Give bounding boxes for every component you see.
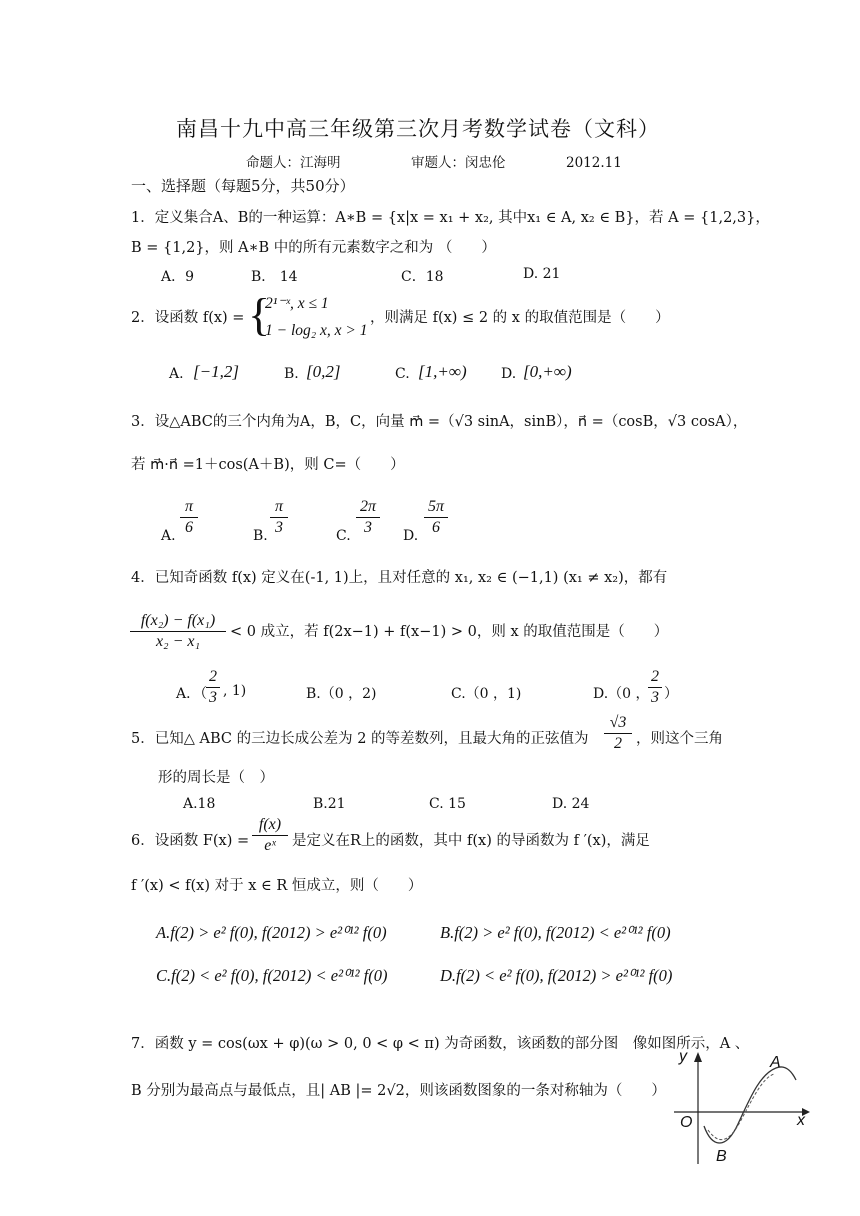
- curve-outer: [704, 1067, 796, 1143]
- q5-fraction: √3 2: [604, 714, 632, 753]
- section-heading: 一、选择题（每题5分，共50分）: [131, 177, 355, 195]
- graph-label-o: O: [680, 1114, 693, 1131]
- q4-option-b: B.（0 ，2): [306, 686, 377, 702]
- q6-option-c: C.f(2) < e² f(0), f(2012) < e²⁰¹² f(0): [156, 966, 388, 985]
- q2-option-c: [1,+∞): [418, 362, 467, 381]
- curve-inner: [708, 1074, 774, 1140]
- graph-label-y: y: [679, 1048, 687, 1065]
- q4-option-d-fraction: 2 3: [648, 668, 662, 707]
- q5-option-d: D. 24: [552, 796, 590, 812]
- q3-line1: 3．设△ABC的三个内角为A，B，C，向量 m⃗ =（√3 sinA，sinB），n⃗ =（cosB，√3 cosA），: [131, 414, 748, 430]
- q1-line2: B = {1,2}，则 A∗B 中的所有元素数字之和为 （ ）: [131, 240, 496, 256]
- q2-case2: 1 − log₂ x, x > 1: [265, 322, 368, 339]
- q4-option-a-open: A．（: [176, 686, 208, 702]
- date-label: 2012.11: [566, 155, 622, 171]
- q3-option-a-letter: A.: [161, 528, 176, 544]
- author-label: 命题人：江海明: [246, 155, 341, 171]
- q6-lead: 6．设函数 F(x) =: [131, 833, 250, 849]
- q4-option-c: C.（0 ，1): [451, 686, 522, 702]
- q5-line2: 形的周长是（ ）: [158, 770, 274, 786]
- q5-option-c: C. 15: [429, 796, 466, 812]
- q1-option-c: C．18: [401, 269, 444, 285]
- q2-option-d: [0,+∞): [523, 362, 572, 381]
- q2-option-b-letter: B.: [284, 366, 299, 382]
- q2-case1: 2¹⁻ˣ, x ≤ 1: [265, 295, 329, 312]
- y-axis-arrow: [694, 1052, 702, 1062]
- q7-line2: B 分别为最高点与最低点，且| AB |= 2√2，则该函数图象的一条对称轴为（ ）: [131, 1083, 666, 1099]
- q4-option-d-close: ）: [664, 686, 678, 702]
- q5-option-a: A.18: [183, 796, 216, 812]
- q2-option-a: [−1,2]: [193, 362, 239, 381]
- q1-line1: 1．定义集合A、B的一种运算：A∗B = {x|x = x₁ + x₂, 其中x₁ ∈ A, x₂ ∈ B}，若 A = {1,2,3}，: [131, 210, 770, 226]
- q3-option-d-fraction: 5π 6: [424, 498, 448, 537]
- piecewise-brace: {: [248, 289, 271, 340]
- q2-tail: ，则满足 f(x) ≤ 2 的 x 的取值范围是（ ）: [370, 310, 670, 326]
- q3-option-c-fraction: 2π 3: [356, 498, 380, 537]
- q6-option-d: D.f(2) < e² f(0), f(2012) > e²⁰¹² f(0): [440, 966, 673, 985]
- q7-line1: 7．函数 y = cos(ωx + φ)(ω > 0, 0 < φ < π) 为奇函数，该函数的部分图 像如图所示，A 、: [131, 1036, 750, 1052]
- reviewer-label: 审题人：闵忠伦: [411, 155, 506, 171]
- q2-option-a-letter: A.: [169, 366, 184, 382]
- q2-option-c-letter: C.: [395, 366, 410, 382]
- q6-tail: 是定义在R上的函数，其中 f(x) 的导函数为 f ′(x)，满足: [292, 833, 650, 849]
- q4-option-a-fraction: 2 3: [206, 668, 220, 707]
- q1-option-a: A．9: [161, 269, 195, 285]
- q4-fraction: f(x₂) − f(x₁) x₂ − x₁: [130, 612, 226, 651]
- q4-line1: 4．已知奇函数 f(x) 定义在(-1, 1)上，且对任意的 x₁, x₂ ∈ (−1,1) (x₁ ≠ x₂)，都有: [131, 570, 668, 586]
- q7-graph-figure: [668, 1046, 818, 1166]
- q3-option-b-fraction: π 3: [270, 498, 288, 537]
- q6-fraction: f(x) eˣ: [252, 816, 288, 855]
- graph-label-b: B: [716, 1148, 727, 1165]
- q4-option-a-close: , 1): [223, 683, 247, 699]
- q6-line2: f ′(x) < f(x) 对于 x ∈ R 恒成立，则（ ）: [131, 878, 423, 894]
- q3-line2: 若 m⃗·n⃗ =1＋cos(A＋B)，则 C=（ ）: [131, 457, 405, 473]
- graph-label-x: x: [797, 1112, 805, 1129]
- q1-option-d: D. 21: [523, 266, 561, 282]
- q5-line1b: ，则这个三角: [636, 731, 723, 747]
- q6-option-a: A.f(2) > e² f(0), f(2012) > e²⁰¹² f(0): [156, 923, 387, 942]
- graph-label-a: A: [770, 1054, 781, 1071]
- q2-option-d-letter: D.: [501, 366, 517, 382]
- q2-option-b: [0,2]: [306, 362, 341, 381]
- q5-option-b: B.21: [313, 796, 346, 812]
- q6-option-b: B.f(2) > e² f(0), f(2012) < e²⁰¹² f(0): [440, 923, 671, 942]
- page-title: 南昌十九中高三年级第三次月考数学试卷（文科）: [176, 117, 660, 141]
- q3-option-b-letter: B.: [253, 528, 268, 544]
- q3-option-d-letter: D.: [403, 528, 419, 544]
- q4-option-d-open: D.（0 ，: [593, 686, 650, 702]
- q2-lead: 2．设函数 f(x) =: [131, 310, 245, 326]
- q3-option-a-fraction: π 6: [180, 498, 198, 537]
- q4-line2: < 0 成立，若 f(2x−1) + f(x−1) > 0，则 x 的取值范围是（ ）: [230, 624, 669, 640]
- q1-option-b: B． 14: [251, 269, 298, 285]
- q5-line1a: 5．已知△ ABC 的三边长成公差为 2 的等差数列，且最大角的正弦值为: [131, 731, 589, 747]
- q3-option-c-letter: C.: [336, 528, 351, 544]
